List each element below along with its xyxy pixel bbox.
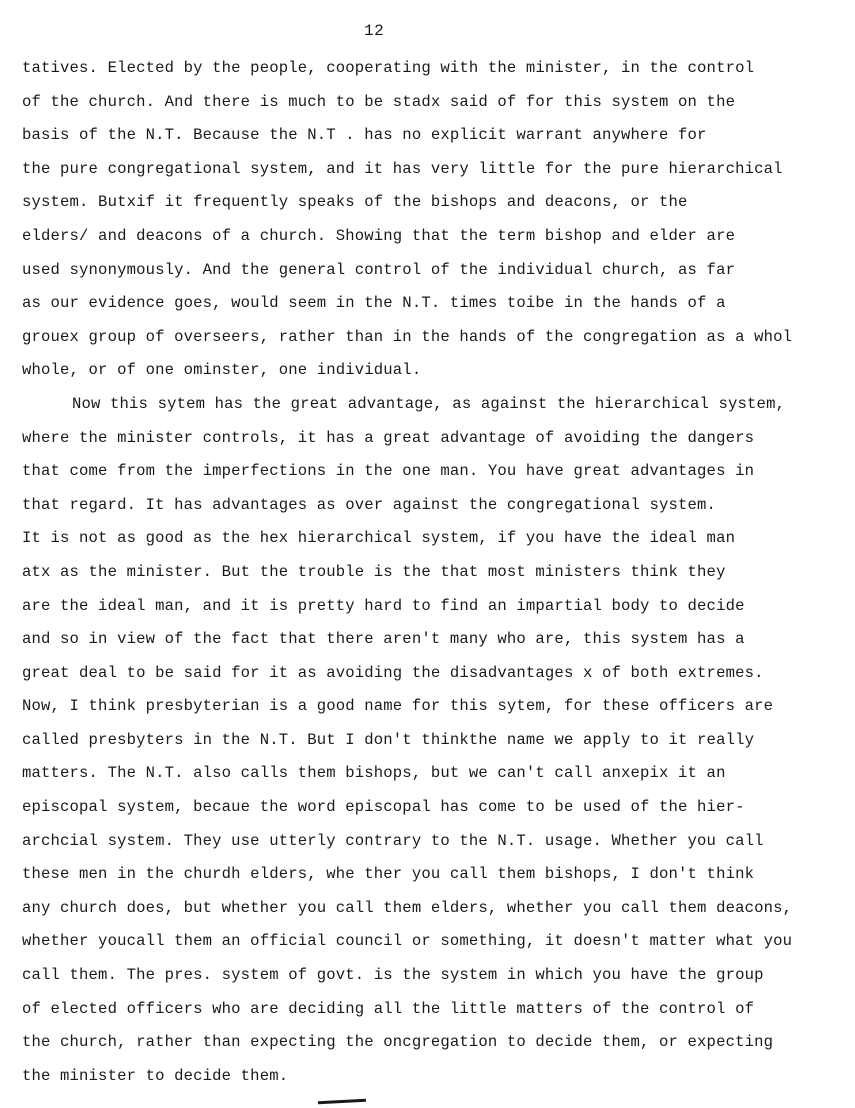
text-line: the pure congregational system, and it has very little for the pure hierarchical bbox=[22, 159, 783, 178]
text-line: basis of the N.T. Because the N.T . has no explicit warrant anywhere for bbox=[22, 126, 707, 145]
page-number: 12 bbox=[364, 22, 385, 40]
text-line: and so in view of the fact that there aren't many who are, this system has a bbox=[22, 630, 745, 649]
text-line: system. Butxif it frequently speaks of the bishops and deacons, or the bbox=[22, 193, 688, 212]
text-line: these men in the churdh elders, whe ther you call them bishops, I don't think bbox=[22, 865, 755, 884]
text-line: elders/ and deacons of a church. Showing that the term bishop and elder are bbox=[22, 226, 736, 245]
text-line: that regard. It has advantages as over against the congregational system. bbox=[22, 495, 717, 514]
text-line: grouex group of overseers, rather than in the hands of the congregation as a whol bbox=[22, 327, 793, 346]
text-line: the church, rather than expecting the oncgregation to decide them, or expecting bbox=[22, 1033, 774, 1052]
text-line: call them. The pres. system of govt. is the system in which you have the group bbox=[22, 966, 764, 985]
bottom-ink-mark bbox=[318, 1099, 366, 1105]
text-line: are the ideal man, and it is pretty hard to find an impartial body to decide bbox=[22, 596, 745, 615]
text-line: the minister to decide them. bbox=[22, 1066, 289, 1085]
text-line: of elected officers who are deciding all the little matters of the control of bbox=[22, 999, 755, 1018]
text-line: as our evidence goes, would seem in the N.T. times toibe in the hands of a bbox=[22, 294, 726, 313]
text-line: that come from the imperfections in the one man. You have great advantages in bbox=[22, 462, 755, 481]
text-line: tatives. Elected by the people, cooperating with the minister, in the control bbox=[22, 59, 755, 77]
text-line: archcial system. They use utterly contrary to the N.T. usage. Whether you call bbox=[22, 831, 764, 850]
paragraph-start-line: Now this sytem has the great advantage, as against the hierarchical system, bbox=[72, 394, 786, 413]
text-line: whether youcall them an official council or something, it doesn't matter what you bbox=[22, 932, 793, 951]
text-line: It is not as good as the hex hierarchical system, if you have the ideal man bbox=[22, 529, 736, 548]
text-line: whole, or of one ominster, one individual. bbox=[22, 361, 422, 380]
text-line: matters. The N.T. also calls them bishops, but we can't call anxepix it an bbox=[22, 764, 726, 783]
text-line: any church does, but whether you call them elders, whether you call them deacons, bbox=[22, 898, 793, 917]
text-line: episcopal system, becaue the word episcopal has come to be used of the hier- bbox=[22, 798, 745, 817]
text-line: atx as the minister. But the trouble is the that most ministers think they bbox=[22, 562, 726, 581]
text-line: great deal to be said for it as avoiding the disadvantages x of both extremes. bbox=[22, 663, 764, 682]
text-line: used synonymously. And the general control of the individual church, as far bbox=[22, 260, 736, 279]
text-line: where the minister controls, it has a great advantage of avoiding the dangers bbox=[22, 428, 755, 447]
text-line: Now, I think presbyterian is a good name for this sytem, for these officers are bbox=[22, 697, 774, 716]
text-line: of the church. And there is much to be stadx said of for this system on the bbox=[22, 92, 736, 111]
body-text bbox=[22, 55, 847, 1096]
text-line: called presbyters in the N.T. But I don't thinkthe name we apply to it really bbox=[22, 730, 755, 749]
